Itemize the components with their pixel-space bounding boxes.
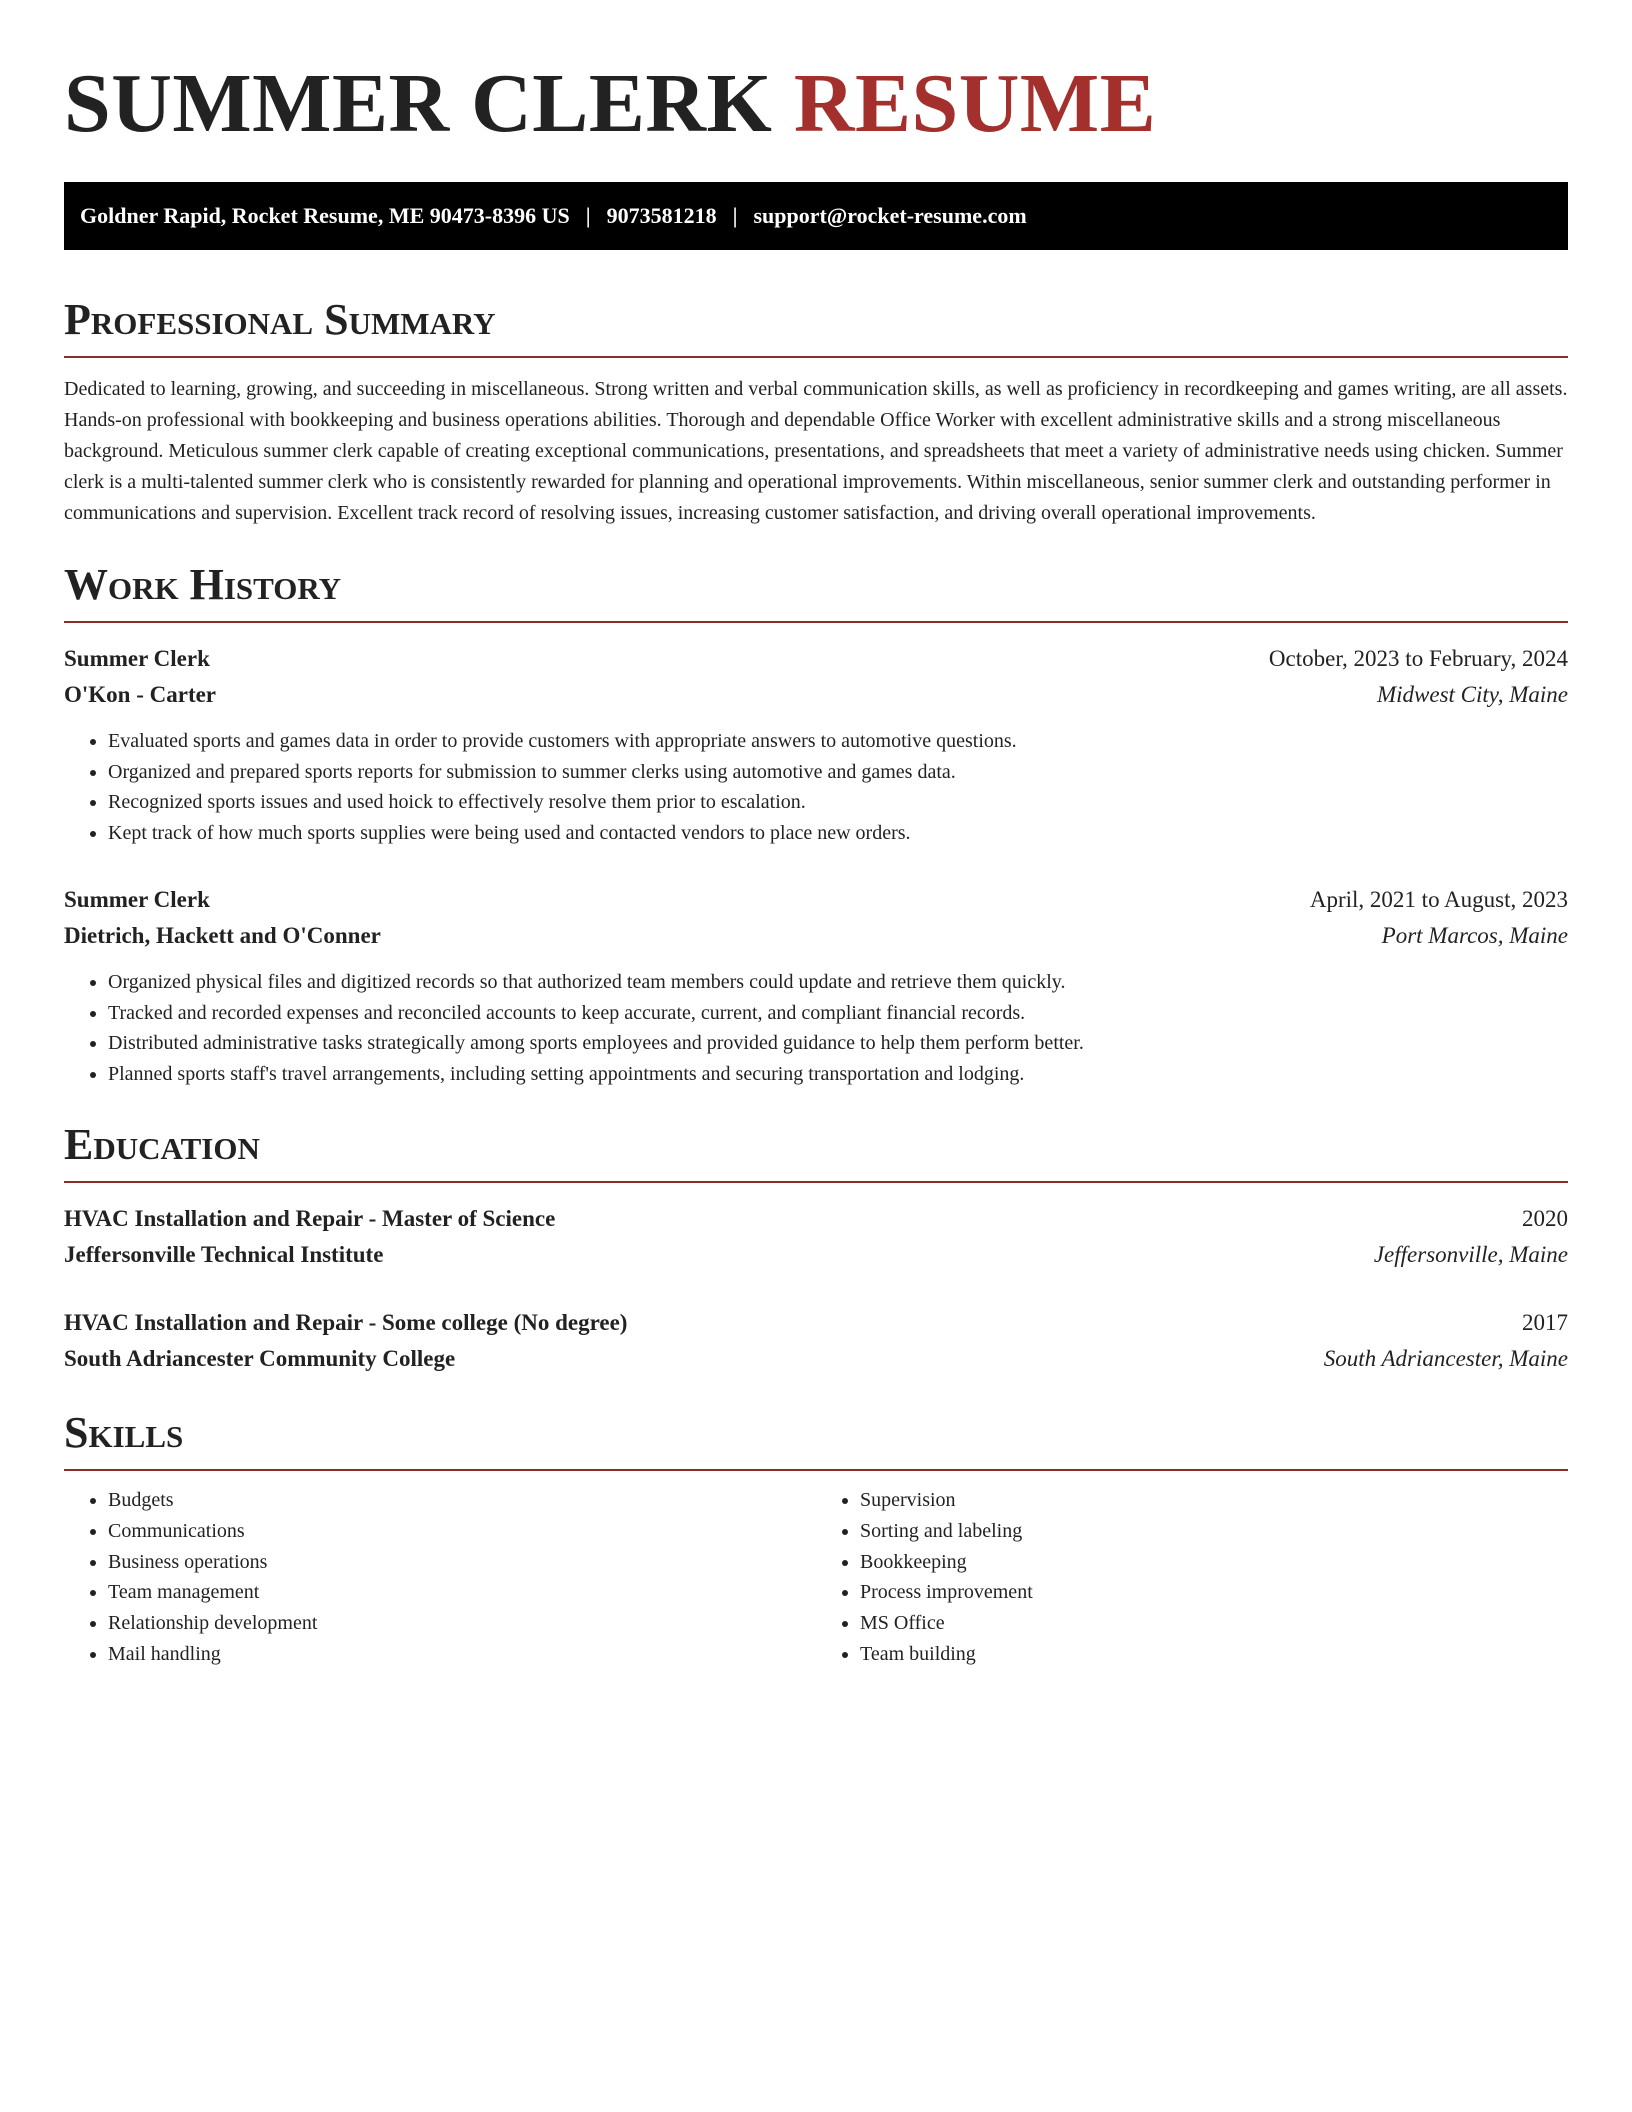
- skill-item: • Team management: [108, 1577, 816, 1608]
- job-bullets: [64, 967, 1568, 1089]
- job-entry: [64, 641, 1568, 848]
- title-main: SUMMER CLERK: [64, 57, 773, 150]
- skill-item: • Team building: [860, 1639, 1568, 1670]
- skill-item: • Bookkeeping: [860, 1547, 1568, 1578]
- resume-title: [64, 58, 1568, 150]
- skills-heading: Skills: [64, 1408, 184, 1457]
- education-degree-row: [64, 1305, 1568, 1341]
- section-divider: [64, 356, 1568, 358]
- skill-item: • Sorting and labeling: [860, 1516, 1568, 1547]
- education-degree: HVAC Installation and Repair - Master of Science: [64, 1206, 556, 1231]
- skill-item: • Process improvement: [860, 1577, 1568, 1608]
- job-bullet: • Kept track of how much sports supplies were being used and contacted vendors to place new orders.: [108, 818, 1568, 849]
- education-school-row: [64, 1341, 1568, 1377]
- job-bullet: • Organized physical files and digitized records so that authorized team members could update and retrieve them quickly.: [108, 967, 1568, 998]
- education-school: South Adriancester Community College: [64, 1346, 456, 1371]
- job-bullet: • Recognized sports issues and used hoick to effectively resolve them prior to escalation.: [108, 787, 1568, 818]
- skills-column-left: [64, 1485, 816, 1670]
- section-divider: [64, 1469, 1568, 1471]
- job-dates: April, 2021 to August, 2023: [1309, 887, 1568, 912]
- education-degree-row: [64, 1201, 1568, 1237]
- job-bullets: [64, 726, 1568, 848]
- education-degree: HVAC Installation and Repair - Some college (No degree): [64, 1310, 628, 1335]
- skill-item: • Business operations: [108, 1547, 816, 1578]
- skills-column-right: [816, 1485, 1568, 1670]
- contact-separator: |: [732, 203, 738, 228]
- skills-section: [64, 1407, 1568, 1670]
- contact-email: support@rocket-resume.com: [753, 203, 1027, 228]
- education-entry: [64, 1201, 1568, 1273]
- section-divider: [64, 621, 1568, 623]
- education-location: South Adriancester, Maine: [1323, 1346, 1568, 1371]
- job-entry: [64, 882, 1568, 1089]
- job-company: O'Kon - Carter: [64, 682, 217, 707]
- job-bullet: • Planned sports staff's travel arrangements, including setting appointments and securing transportation and lodging.: [108, 1059, 1568, 1090]
- contact-phone: 9073581218: [606, 203, 717, 228]
- job-bullet: • Organized and prepared sports reports for submission to summer clerks using automotive and games data.: [108, 757, 1568, 788]
- job-title: Summer Clerk: [64, 646, 210, 671]
- summary-heading: Professional Summary: [64, 295, 496, 344]
- work-history-heading: Work History: [64, 560, 342, 609]
- section-divider: [64, 1181, 1568, 1183]
- job-bullet: • Evaluated sports and games data in order to provide customers with appropriate answers to automotive questions.: [108, 726, 1568, 757]
- job-dates: October, 2023 to February, 2024: [1268, 646, 1568, 671]
- resume-page: [64, 0, 1568, 1670]
- job-company-row: [64, 918, 1568, 954]
- education-year: 2020: [1522, 1206, 1568, 1231]
- education-heading: Education: [64, 1120, 260, 1169]
- title-accent: RESUME: [793, 57, 1157, 150]
- summary-section: [64, 294, 1568, 529]
- contact-bar: [64, 182, 1568, 250]
- work-history-section: [64, 559, 1568, 1089]
- job-title: Summer Clerk: [64, 887, 210, 912]
- skill-item: • MS Office: [860, 1608, 1568, 1639]
- education-section: [64, 1119, 1568, 1377]
- skill-item: • Budgets: [108, 1485, 816, 1516]
- contact-separator: |: [585, 203, 591, 228]
- contact-address: Goldner Rapid, Rocket Resume, ME 90473-8396 US: [80, 203, 570, 228]
- education-school-row: [64, 1237, 1568, 1273]
- summary-text: Dedicated to learning, growing, and succeeding in miscellaneous. Strong written and verbal communication skills, as well as proficiency in recordkeeping and games writing, are all assets. Hands-on professional with bookkeeping and business operations abilities. Thorough and dependable Office Worker with excellent administrative skills and a strong miscellaneous background. Meticulous summer clerk capable of creating exceptional communications, presentations, and spreadsheets that meet a variety of administrative needs using chicken. Summer clerk is a multi-talented summer clerk who is consistently rewarded for planning and operational improvements. Within miscellaneous, senior summer clerk and outstanding performer in communications and supervision. Excellent track record of resolving issues, increasing customer satisfaction, and driving overall operational improvements.: [64, 378, 1568, 524]
- skills-grid: [64, 1485, 1568, 1670]
- education-entry: [64, 1305, 1568, 1377]
- job-company: Dietrich, Hackett and O'Conner: [64, 923, 381, 948]
- job-location: Midwest City, Maine: [1376, 682, 1568, 707]
- job-header-row: [64, 641, 1568, 677]
- job-bullet: • Tracked and recorded expenses and reconciled accounts to keep accurate, current, and compliant financial records.: [108, 998, 1568, 1029]
- skill-item: • Relationship development: [108, 1608, 816, 1639]
- skill-item: • Supervision: [860, 1485, 1568, 1516]
- job-bullet: • Distributed administrative tasks strategically among sports employees and provided guidance to help them perform better.: [108, 1028, 1568, 1059]
- job-location: Port Marcos, Maine: [1381, 923, 1568, 948]
- education-school: Jeffersonville Technical Institute: [64, 1242, 384, 1267]
- job-header-row: [64, 882, 1568, 918]
- education-year: 2017: [1522, 1310, 1568, 1335]
- education-location: Jeffersonville, Maine: [1373, 1242, 1568, 1267]
- skill-item: • Communications: [108, 1516, 816, 1547]
- job-company-row: [64, 677, 1568, 713]
- skill-item: • Mail handling: [108, 1639, 816, 1670]
